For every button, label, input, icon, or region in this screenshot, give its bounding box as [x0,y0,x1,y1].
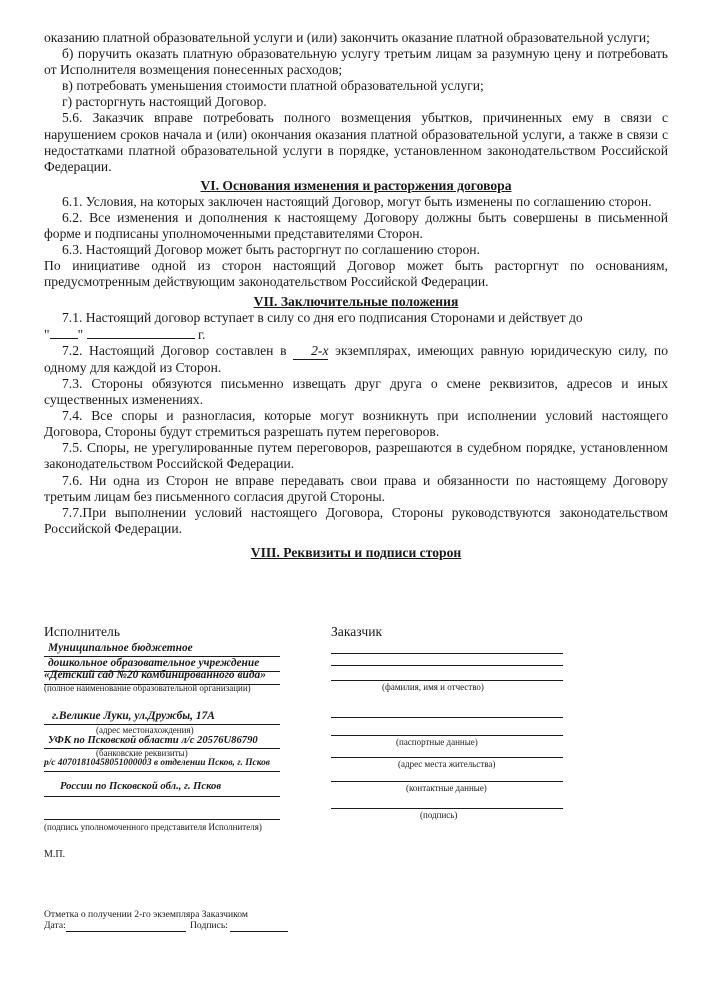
paragraph: 6.2. Все изменения и дополнения к настоящему Договору должны быть совершены в письменной форме и подписаны уполномоченными представителями Сторон. [44,210,668,242]
customer-line[interactable] [331,665,563,666]
executor-signature-line [44,819,280,820]
customer-name-caption: (фамилия, имя и отчество) [382,682,484,692]
day-blank [50,326,78,339]
receipt-date-label: Дата: [44,920,66,931]
paragraph: 7.6. Ни одна из Сторон не вправе передавать свои права и обязанности по настоящему Договору третьим лицам без письменного согласия другой Стороны. [44,472,668,504]
paragraph: По инициативе одной из сторон настоящий Договор может быть расторгнут по основаниям, предусмотренным действующим законодательством Российской Федерации. [44,258,668,290]
executor-title: Исполнитель [44,624,121,639]
executor-bank-line2: р/с 40701810458051000003 в отделении Псков, г. Псков [44,758,270,768]
customer-address-line[interactable] [331,757,563,758]
quote-mark: " [44,326,50,342]
year-suffix: г. [197,326,206,342]
paragraph: 7.1. Настоящий договор вступает в силу со дня его подписания Сторонами и действует до [62,309,583,325]
paragraph [44,343,668,376]
quote-mark: " [77,326,84,342]
paragraph: 7.7.При выполнении условий настоящего Договора, Стороны руководствуются законодательством Российской Федерации. [44,504,668,536]
copies-count: 2-х [293,343,328,360]
receipt-sign-line[interactable] [230,931,288,932]
customer-name-line[interactable] [331,680,563,681]
customer-address-caption: (адрес места жительства) [398,759,496,769]
section-heading: VIII. Реквизиты и подписи сторон [250,544,462,560]
customer-line[interactable] [331,717,563,718]
executor-signature-caption: (подпись уполномоченного представителя Исполнителя) [44,822,262,832]
paragraph: 7.3. Стороны обязуются письменно извещать друг друга о смене реквизитов, адресов и иных существенных изменениях. [44,375,668,408]
paragraph: 6.3. Настоящий Договор может быть расторгнут по соглашению сторон. [62,242,480,258]
org-caption: (полное наименование образовательной организации) [44,683,251,693]
executor-org-line2: дошкольное образовательное учреждение [48,657,260,669]
customer-signature-line[interactable] [331,808,563,809]
executor-address: г.Великие Луки, ул.Дружбы, 17А [52,710,215,722]
executor-bank-line3: России по Псковской обл., г. Псков [60,781,222,792]
text-fragment: экземплярах, имеющих равную юридическую силу, по одному для каждой из Сторон. [44,342,668,375]
customer-contacts-caption: (контактные данные) [406,783,487,793]
customer-signature-caption: (подпись) [420,810,458,820]
text-fragment: 7.2. Настоящий Договор составлен в [62,342,287,358]
section-heading: VI. Основания изменения и расторжения договора [200,177,512,193]
receipt-note: Отметка о получении 2-го экземпляра Заказчиком [44,909,248,920]
bank-caption: (банковские реквизиты) [96,748,188,758]
paragraph: г) расторгнуть настоящий Договор. [62,94,267,110]
paragraph: 5.6. Заказчик вправе потребовать полного возмещения убытков, причиненных ему в связи с нарушением сроков начала и (или) окончания оказания платной образовательной услуги, а также в связи с недостатками платной образовательной услуги в порядке, установленном законодательством Российской Федерации. [44,110,668,174]
contract-body [44,30,668,561]
customer-passport-caption: (паспортные данные) [396,737,478,747]
stamp-placeholder: М.П. [44,849,66,860]
customer-title: Заказчик [331,624,383,639]
section-heading: VII. Заключительные положения [253,293,459,309]
receipt-sign-label: Подпись: [190,920,228,931]
paragraph: б) поручить оказать платную образовательную услугу третьим лицам за разумную цену и потребовать от Исполнителя возмещения понесенных расходов; [44,46,668,78]
paragraph: 7.4. Все споры и разногласия, которые могут возникнуть при исполнении условий настоящего Договора, Стороны будут стремиться разрешать путем переговоров. [44,408,668,440]
customer-passport-line[interactable] [331,735,563,736]
paragraph: 7.5. Споры, не урегулированные путем переговоров, разрешаются в судебном порядке, установленном законодательством Российской Федерации. [44,440,668,472]
customer-line[interactable] [331,653,563,654]
executor-org-line1: Муниципальное бюджетное [48,642,193,654]
executor-org-line3: «Детский сад №20 комбинированного вида» [44,669,266,681]
paragraph: 6.1. Условия, на которых заключен настоящий Договор, могут быть изменены по соглашению сторон. [62,193,652,209]
bank-underline [44,771,280,772]
executor-bank-line1: УФК по Псковской области л/с 20576U86790 [48,735,258,746]
validity-date-line [44,326,668,343]
receipt-date-line[interactable] [66,931,186,932]
month-year-blank [87,326,195,339]
bank-underline [44,796,280,797]
address-caption: (адрес местонахождения) [96,725,194,735]
customer-contacts-line[interactable] [331,781,563,782]
paragraph: оказанию платной образовательной услуги и (или) закончить оказание платной образовательной услуги; [44,30,650,45]
paragraph: в) потребовать уменьшения стоимости платной образовательной услуги; [62,78,484,94]
